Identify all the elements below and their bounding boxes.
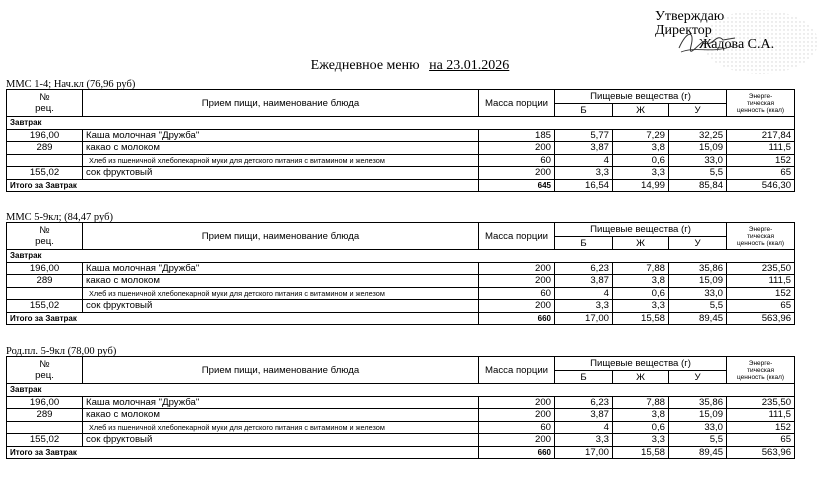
cell-u: 33,0 bbox=[669, 421, 727, 434]
cell-dish: Каша молочная "Дружба" bbox=[83, 129, 479, 142]
total-u: 89,45 bbox=[669, 312, 727, 325]
cell-u: 35,86 bbox=[669, 262, 727, 275]
cell-u: 15,09 bbox=[669, 275, 727, 288]
approval-sign-line bbox=[655, 38, 774, 52]
table-row bbox=[7, 262, 795, 275]
total-zh: 15,58 bbox=[613, 446, 669, 459]
total-u: 89,45 bbox=[669, 446, 727, 459]
cell-dish: Хлеб из пшеничной хлебопекарной муки для детского питания с витамином и железом bbox=[83, 421, 479, 434]
cell-energy: 217,84 bbox=[727, 129, 795, 142]
cell-b: 3,87 bbox=[555, 275, 613, 288]
col-zh-header: Ж bbox=[613, 237, 669, 250]
table-row bbox=[7, 129, 795, 142]
cell-b: 3,3 bbox=[555, 434, 613, 447]
table-row bbox=[7, 167, 795, 180]
energy-label-1: Энерге- bbox=[748, 359, 773, 367]
table-row bbox=[7, 275, 795, 288]
cell-zh: 7,88 bbox=[613, 396, 669, 409]
energy-label-3: ценность (ккал) bbox=[737, 239, 785, 247]
col-nutrients-header: Пищевые вещества (г) bbox=[555, 223, 727, 237]
table-row bbox=[7, 142, 795, 155]
cell-dish: Каша молочная "Дружба" bbox=[83, 396, 479, 409]
cell-zh: 3,8 bbox=[613, 142, 669, 155]
total-mass: 660 bbox=[479, 312, 555, 325]
cell-rec bbox=[7, 154, 83, 167]
meal-row bbox=[7, 384, 795, 397]
total-row bbox=[7, 446, 795, 459]
energy-label-1: Энерге- bbox=[748, 92, 773, 100]
cell-rec: 196,00 bbox=[7, 262, 83, 275]
cell-u: 15,09 bbox=[669, 409, 727, 422]
total-row bbox=[7, 179, 795, 192]
cell-zh: 3,3 bbox=[613, 167, 669, 180]
cell-mass: 200 bbox=[479, 434, 555, 447]
col-b-header: Б bbox=[555, 237, 613, 250]
table-row bbox=[7, 434, 795, 447]
cell-mass: 60 bbox=[479, 154, 555, 167]
col-u-header: У bbox=[669, 371, 727, 384]
cell-zh: 7,29 bbox=[613, 129, 669, 142]
menu-table bbox=[6, 222, 795, 325]
cell-dish: Хлеб из пшеничной хлебопекарной муки для детского питания с витамином и железом bbox=[83, 154, 479, 167]
cell-u: 5,5 bbox=[669, 167, 727, 180]
energy-label-2: тическая bbox=[747, 232, 775, 240]
meal-row bbox=[7, 250, 795, 263]
total-zh: 14,99 bbox=[613, 179, 669, 192]
energy-label-2: тическая bbox=[747, 99, 775, 107]
cell-zh: 0,6 bbox=[613, 154, 669, 167]
col-mass-header: Масса порции bbox=[479, 223, 555, 250]
col-rec-header bbox=[7, 90, 83, 117]
total-zh: 15,58 bbox=[613, 312, 669, 325]
col-num-label: № bbox=[39, 225, 50, 236]
cell-zh: 0,6 bbox=[613, 421, 669, 434]
cell-energy: 152 bbox=[727, 421, 795, 434]
total-u: 85,84 bbox=[669, 179, 727, 192]
cell-rec: 289 bbox=[7, 142, 83, 155]
col-rec-label: рец. bbox=[35, 236, 54, 247]
cell-zh: 3,3 bbox=[613, 300, 669, 313]
cell-b: 6,23 bbox=[555, 396, 613, 409]
cell-zh: 3,3 bbox=[613, 434, 669, 447]
cell-rec: 155,02 bbox=[7, 167, 83, 180]
section-label: ММС 1-4; Нач.кл (76,96 руб) bbox=[6, 79, 136, 90]
col-nutrients-header: Пищевые вещества (г) bbox=[555, 357, 727, 371]
page-title-date: на 23.01.2026 bbox=[429, 58, 510, 73]
cell-zh: 3,8 bbox=[613, 275, 669, 288]
cell-u: 5,5 bbox=[669, 300, 727, 313]
header-row bbox=[7, 90, 795, 104]
col-mass-header: Масса порции bbox=[479, 90, 555, 117]
col-rec-label: рец. bbox=[35, 103, 54, 114]
meal-row bbox=[7, 117, 795, 130]
cell-dish: Хлеб из пшеничной хлебопекарной муки для детского питания с витамином и железом bbox=[83, 287, 479, 300]
col-u-header: У bbox=[669, 237, 727, 250]
col-dish-header: Прием пищи, наименование блюда bbox=[83, 223, 479, 250]
col-rec-label: рец. bbox=[35, 370, 54, 381]
col-u-header: У bbox=[669, 104, 727, 117]
col-b-header: Б bbox=[555, 104, 613, 117]
col-zh-header: Ж bbox=[613, 371, 669, 384]
cell-mass: 200 bbox=[479, 300, 555, 313]
cell-mass: 200 bbox=[479, 396, 555, 409]
total-b: 17,00 bbox=[555, 312, 613, 325]
total-label: Итого за Завтрак bbox=[7, 446, 479, 459]
cell-b: 4 bbox=[555, 421, 613, 434]
cell-rec: 155,02 bbox=[7, 300, 83, 313]
cell-energy: 152 bbox=[727, 154, 795, 167]
cell-zh: 3,8 bbox=[613, 409, 669, 422]
cell-b: 3,87 bbox=[555, 142, 613, 155]
cell-energy: 235,50 bbox=[727, 262, 795, 275]
page-title-text: Ежедневное меню bbox=[310, 58, 420, 73]
energy-label-3: ценность (ккал) bbox=[737, 373, 785, 381]
total-energy: 563,96 bbox=[727, 312, 795, 325]
cell-energy: 111,5 bbox=[727, 142, 795, 155]
total-label: Итого за Завтрак bbox=[7, 179, 479, 192]
total-energy: 563,96 bbox=[727, 446, 795, 459]
meal-label: Завтрак bbox=[7, 250, 795, 263]
cell-energy: 152 bbox=[727, 287, 795, 300]
cell-energy: 235,50 bbox=[727, 396, 795, 409]
cell-rec bbox=[7, 421, 83, 434]
cell-u: 33,0 bbox=[669, 287, 727, 300]
total-b: 17,00 bbox=[555, 446, 613, 459]
meal-label: Завтрак bbox=[7, 384, 795, 397]
cell-mass: 185 bbox=[479, 129, 555, 142]
cell-rec: 196,00 bbox=[7, 396, 83, 409]
cell-u: 32,25 bbox=[669, 129, 727, 142]
total-b: 16,54 bbox=[555, 179, 613, 192]
col-energy-header bbox=[727, 357, 795, 384]
table-row bbox=[7, 421, 795, 434]
col-zh-header: Ж bbox=[613, 104, 669, 117]
table-row bbox=[7, 409, 795, 422]
col-dish-header: Прием пищи, наименование блюда bbox=[83, 357, 479, 384]
cell-b: 3,3 bbox=[555, 167, 613, 180]
cell-rec: 289 bbox=[7, 409, 83, 422]
approval-block bbox=[655, 10, 774, 52]
cell-mass: 200 bbox=[479, 142, 555, 155]
cell-rec: 196,00 bbox=[7, 129, 83, 142]
cell-rec: 155,02 bbox=[7, 434, 83, 447]
section-label: ММС 5-9кл; (84,47 руб) bbox=[6, 212, 113, 223]
cell-dish: какао с молоком bbox=[83, 275, 479, 288]
col-rec-header bbox=[7, 357, 83, 384]
menu-table bbox=[6, 89, 795, 192]
cell-dish: какао с молоком bbox=[83, 409, 479, 422]
cell-rec bbox=[7, 287, 83, 300]
menu-table bbox=[6, 356, 795, 459]
cell-dish: сок фруктовый bbox=[83, 434, 479, 447]
cell-u: 5,5 bbox=[669, 434, 727, 447]
approval-line-2: Директор bbox=[655, 23, 712, 38]
col-b-header: Б bbox=[555, 371, 613, 384]
cell-energy: 65 bbox=[727, 300, 795, 313]
header-row bbox=[7, 357, 795, 371]
approval-signer: Жадова С.А. bbox=[699, 37, 775, 52]
energy-label-1: Энерге- bbox=[748, 225, 773, 233]
cell-energy: 111,5 bbox=[727, 409, 795, 422]
col-mass-header: Масса порции bbox=[479, 357, 555, 384]
cell-energy: 65 bbox=[727, 167, 795, 180]
total-mass: 660 bbox=[479, 446, 555, 459]
cell-mass: 200 bbox=[479, 167, 555, 180]
col-num-label: № bbox=[39, 92, 50, 103]
cell-rec: 289 bbox=[7, 275, 83, 288]
col-energy-header bbox=[727, 223, 795, 250]
cell-mass: 200 bbox=[479, 262, 555, 275]
table-row bbox=[7, 287, 795, 300]
table-row bbox=[7, 154, 795, 167]
col-num-label: № bbox=[39, 359, 50, 370]
cell-u: 15,09 bbox=[669, 142, 727, 155]
col-nutrients-header: Пищевые вещества (г) bbox=[555, 90, 727, 104]
table-row bbox=[7, 396, 795, 409]
cell-dish: какао с молоком bbox=[83, 142, 479, 155]
cell-u: 35,86 bbox=[669, 396, 727, 409]
col-dish-header: Прием пищи, наименование блюда bbox=[83, 90, 479, 117]
cell-b: 4 bbox=[555, 287, 613, 300]
col-rec-header bbox=[7, 223, 83, 250]
cell-b: 4 bbox=[555, 154, 613, 167]
cell-energy: 111,5 bbox=[727, 275, 795, 288]
cell-zh: 7,88 bbox=[613, 262, 669, 275]
page-title bbox=[0, 58, 820, 74]
total-energy: 546,30 bbox=[727, 179, 795, 192]
cell-b: 5,77 bbox=[555, 129, 613, 142]
cell-u: 33,0 bbox=[669, 154, 727, 167]
total-mass: 645 bbox=[479, 179, 555, 192]
energy-label-3: ценность (ккал) bbox=[737, 106, 785, 114]
cell-dish: сок фруктовый bbox=[83, 300, 479, 313]
cell-zh: 0,6 bbox=[613, 287, 669, 300]
energy-label-2: тическая bbox=[747, 366, 775, 374]
cell-dish: Каша молочная "Дружба" bbox=[83, 262, 479, 275]
total-row bbox=[7, 312, 795, 325]
cell-mass: 60 bbox=[479, 421, 555, 434]
total-label: Итого за Завтрак bbox=[7, 312, 479, 325]
cell-mass: 60 bbox=[479, 287, 555, 300]
header-row bbox=[7, 223, 795, 237]
col-energy-header bbox=[727, 90, 795, 117]
cell-mass: 200 bbox=[479, 409, 555, 422]
meal-label: Завтрак bbox=[7, 117, 795, 130]
cell-b: 3,87 bbox=[555, 409, 613, 422]
cell-b: 6,23 bbox=[555, 262, 613, 275]
approval-line-1: Утверждаю bbox=[655, 9, 725, 24]
cell-energy: 65 bbox=[727, 434, 795, 447]
cell-dish: сок фруктовый bbox=[83, 167, 479, 180]
section-label: Род.пл. 5-9кл (78,00 руб) bbox=[6, 346, 117, 357]
table-row bbox=[7, 300, 795, 313]
cell-mass: 200 bbox=[479, 275, 555, 288]
cell-b: 3,3 bbox=[555, 300, 613, 313]
signature-mark bbox=[677, 28, 737, 56]
